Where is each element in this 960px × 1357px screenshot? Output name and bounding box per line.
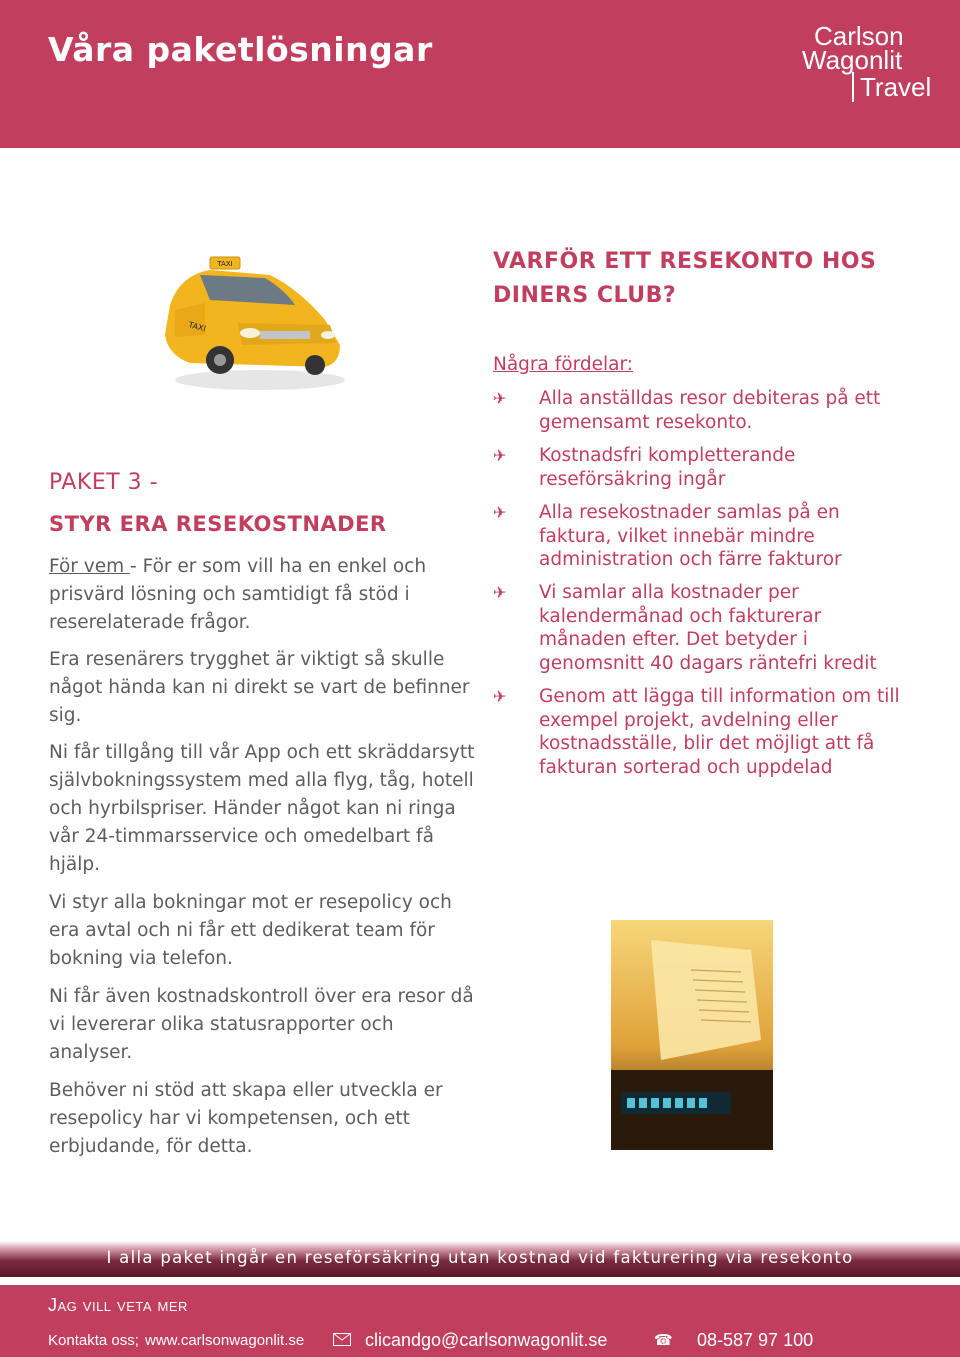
phone-number[interactable]: 08-587 97 100: [697, 1330, 814, 1350]
for-whom-text: - För er som vill ha en enkel och prisvärd lösning och samtidigt få stöd i reserelaterade frågor.: [49, 556, 427, 633]
want-to-know-more[interactable]: Jag vill veta mer: [48, 1295, 188, 1315]
page-title: Våra paketlösningar: [48, 30, 433, 69]
package-name: STYR ERA RESEKOSTNADER: [49, 512, 387, 536]
airplane-icon: ✈: [493, 389, 507, 408]
paragraph-1: Era resenärers trygghet är viktigt så skulle något hända kan ni direkt se vart de befinner sig.: [49, 649, 470, 726]
airplane-icon: ✈: [493, 503, 507, 522]
package-label: PAKET 3 -: [49, 470, 159, 495]
airplane-icon: ✈: [493, 687, 507, 706]
website-link[interactable]: www.carlsonwagonlit.se: [145, 1332, 305, 1349]
taxi-image: [150, 245, 350, 395]
receipt-calculator-image: [611, 920, 773, 1150]
logo-line-2: Wagonlit: [802, 45, 903, 75]
taxi-sign-text: TAXI: [217, 260, 233, 268]
section-title: VARFÖR ETT RESEKONTO HOS DINERS CLUB?: [493, 249, 877, 308]
carlson-wagonlit-logo: [802, 21, 932, 102]
airplane-icon: ✈: [493, 583, 507, 602]
for-whom-label: För vem: [49, 556, 131, 577]
contact-label: Kontakta oss;: [48, 1332, 139, 1349]
insurance-note: I alla paket ingår en reseförsäkring utan kostnad vid fakturering via resekonto: [106, 1248, 854, 1267]
benefit-text: Vi samlar alla kostnader per kalendermånad och fakturerar månaden efter. Det betyder i genomsnitt 40 dagars räntefri kredit: [539, 582, 877, 674]
benefit-text: Alla anställdas resor debiteras på ett gemensamt resekonto.: [539, 388, 881, 433]
benefit-text: Kostnadsfri kompletterande reseförsäkring ingår: [539, 445, 796, 490]
paragraph-4: Ni får även kostnadskontroll över era resor då vi levererar olika statusrapporter och analyser.: [49, 986, 474, 1063]
envelope-icon: [333, 1333, 351, 1346]
telephone-icon: ☎: [654, 1331, 673, 1349]
email-link[interactable]: clicandgo@carlsonwagonlit.se: [365, 1330, 608, 1350]
benefits-heading: Några fördelar:: [493, 354, 633, 375]
paragraph-2: Ni får tillgång till vår App och ett skräddarsytt självbokningssystem med alla flyg, tåg, hotell och hyrbilspriser. Händer något kan ni ringa vår 24-timmarsservice och omedelbart få hjälp.: [49, 742, 475, 875]
logo-line-1: Carlson: [814, 21, 904, 51]
paragraph-3: Vi styr alla bokningar mot er resepolicy och era avtal och ni får ett dedikerat team för bokning via telefon.: [49, 892, 452, 969]
benefit-text: Alla resekostnader samlas på en faktura, vilket innebär mindre administration och färre fakturor: [539, 502, 842, 570]
paragraph-5: Behöver ni stöd att skapa eller utveckla er resepolicy har vi kompetensen, och ett erbjudande, för detta.: [49, 1080, 443, 1157]
benefit-text: Genom att lägga till information om till exempel projekt, avdelning eller kostnadsställe, blir det möjligt att få fakturan sorterad och uppdelad: [539, 686, 900, 778]
logo-line-3: Travel: [852, 72, 932, 102]
taxi-door-text: TAXI: [187, 320, 207, 334]
for-whom-paragraph: [49, 553, 479, 637]
airplane-icon: ✈: [493, 446, 507, 465]
